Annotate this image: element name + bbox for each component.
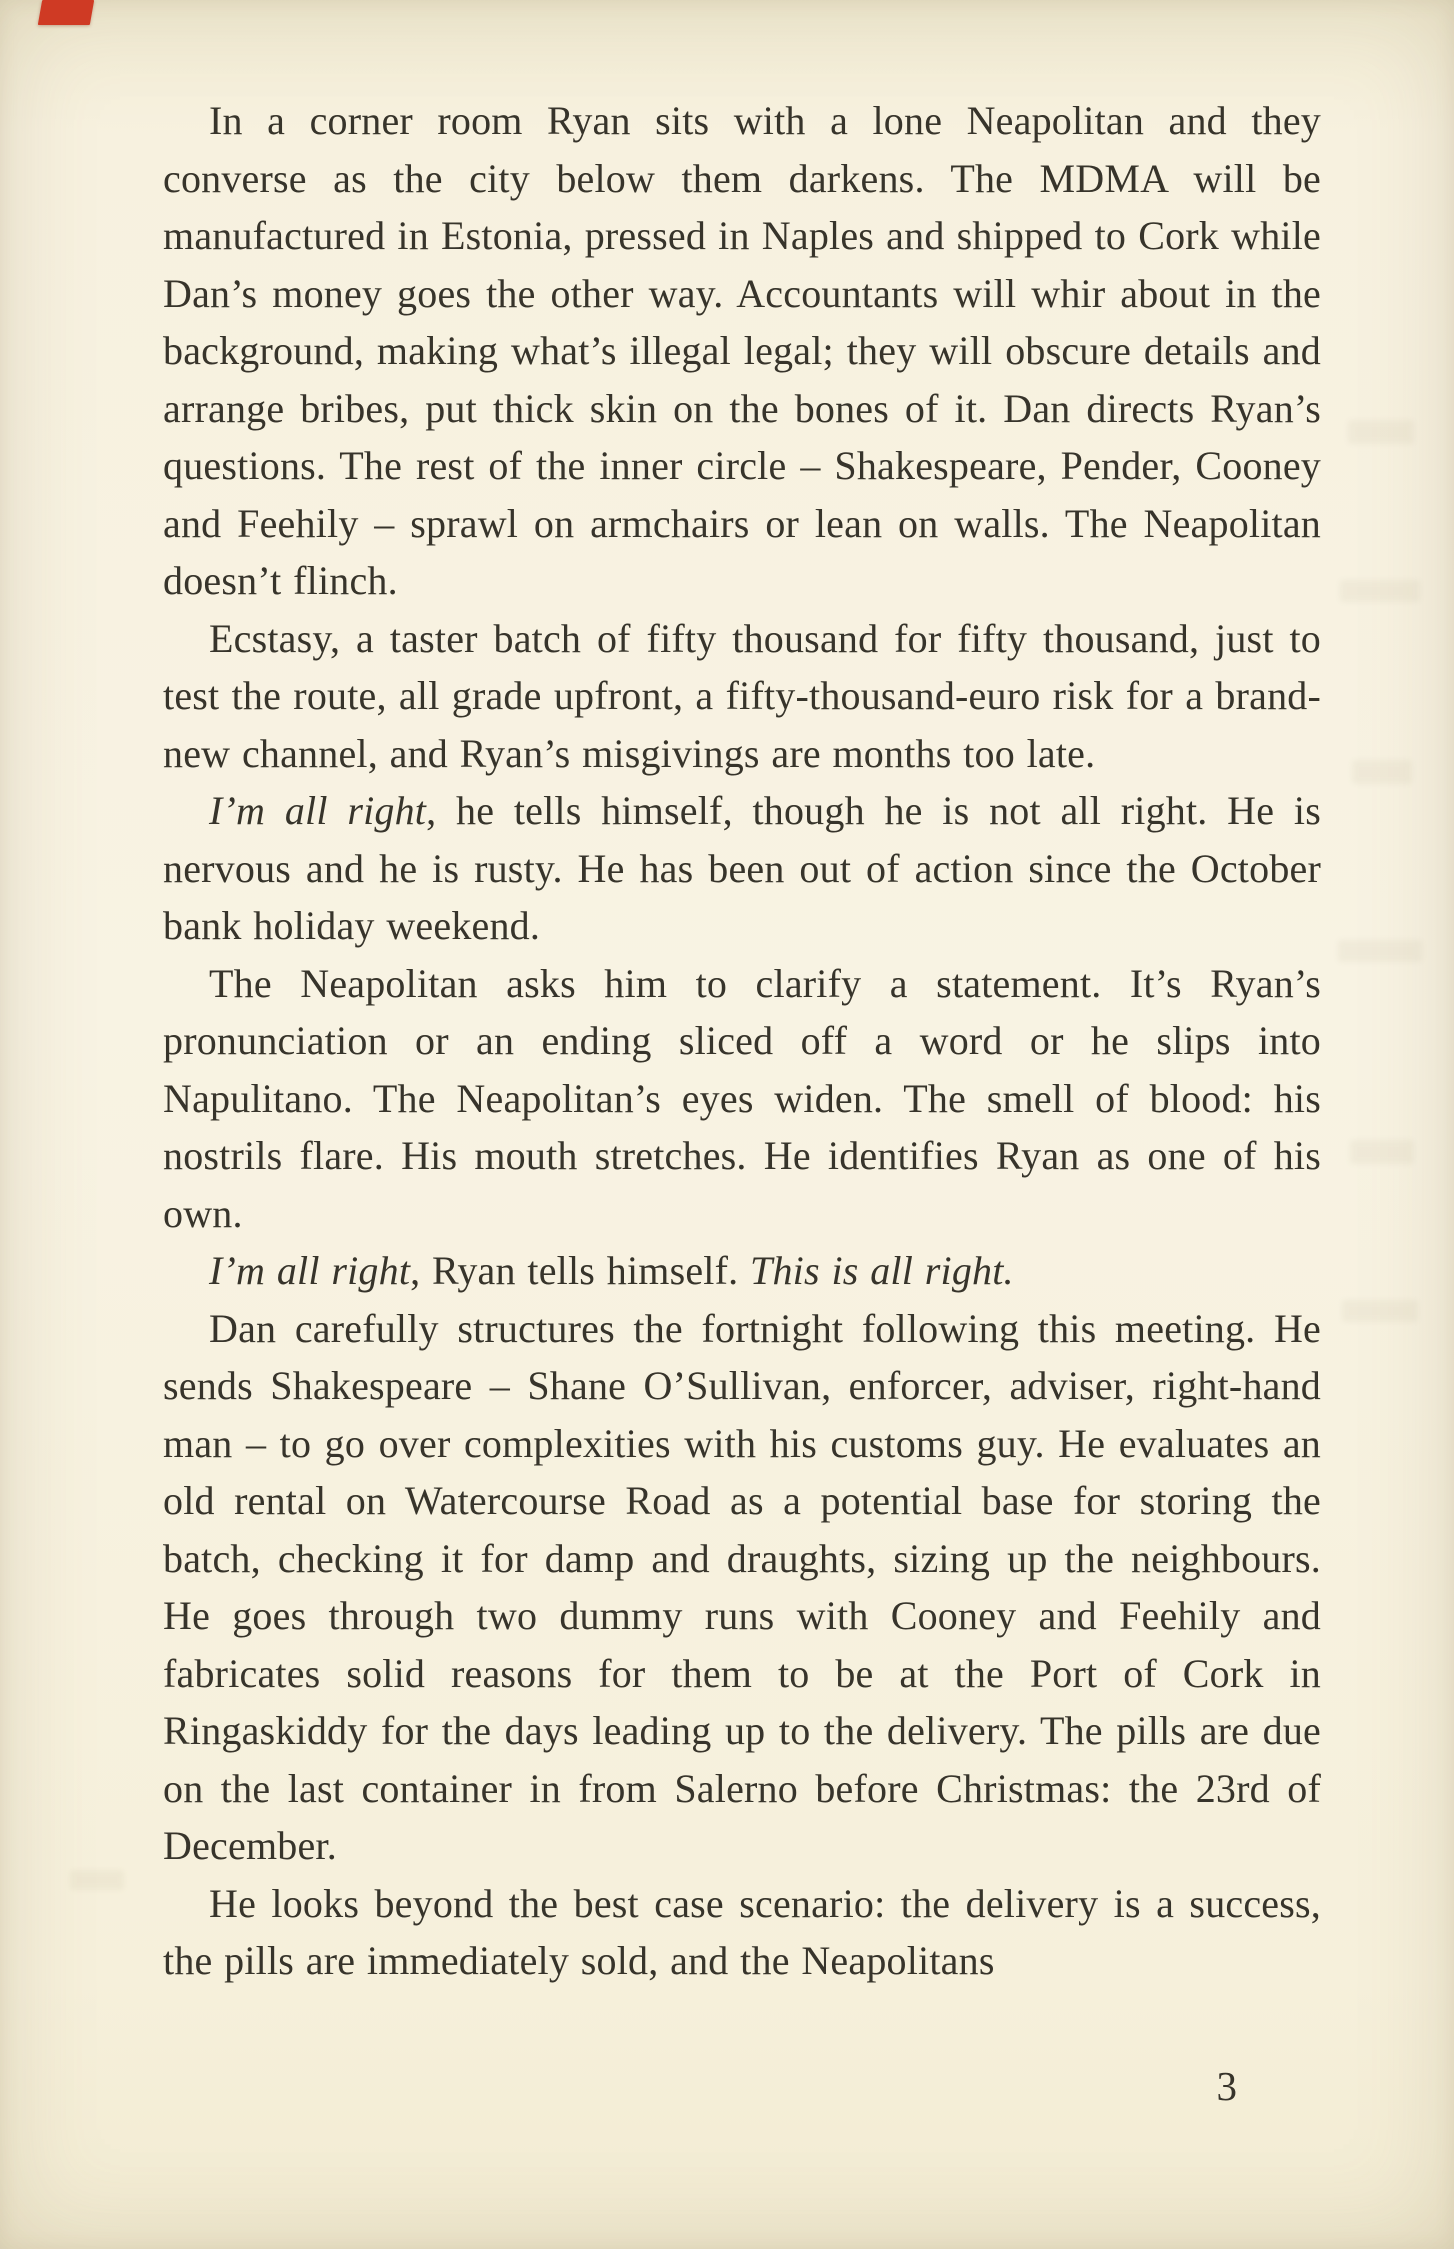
paragraph [163, 782, 1321, 955]
paragraph-text: The Neapolitan asks him to clarify a statement. It’s Ryan’s pronunciation or an ending sliced off a word or he slips into Napulitano. The Neapolitan’s eyes widen. The smell of blood: his nostrils flare. His mouth stretches. He identifies Ryan as one of his own. [163, 960, 1321, 1236]
bleedthrough-mark [1342, 1300, 1418, 1322]
paragraph-text: Ecstasy, a taster batch of fifty thousand for fifty thousand, just to test the route, all grade upfront, a fifty-thousand-euro risk for a brand-new channel, and Ryan’s misgivings are months too late. [163, 615, 1321, 776]
page-number: 3 [1216, 2063, 1237, 2109]
paragraph [163, 1875, 1321, 1990]
paragraph [163, 1242, 1321, 1300]
bleedthrough-mark [1348, 420, 1414, 444]
bleedthrough-mark [1352, 760, 1412, 784]
bleedthrough-mark [1340, 580, 1420, 602]
bleedthrough-mark [1350, 1140, 1414, 1164]
text-block [163, 92, 1321, 1990]
paragraph [163, 955, 1321, 1243]
bleedthrough-mark [70, 1870, 124, 1890]
paragraph-text: Dan carefully structures the fortnight following this meeting. He sends Shakespeare – Shane O’Sullivan, enforcer, adviser, right-hand man – to go over complexities with his customs guy. He evaluates an old rental on Watercourse Road as a potential base for storing the batch, checking it for damp and draughts, sizing up the neighbours. He goes through two dummy runs with Cooney and Feehily and fabricates solid reasons for them to be at the Port of Cork in Ringaskiddy for the days leading up to the delivery. The pills are due on the last container in from Salerno before Christmas: the 23rd of December. [163, 1305, 1321, 1868]
paragraph-text-italic: I’m all right [209, 1248, 411, 1293]
paragraph-text: , he tells himself, though he is not all right. He is nervous and he is rusty. He has been out of action since the October bank holiday weekend. [163, 788, 1321, 948]
paragraph [163, 92, 1321, 610]
bleedthrough-mark [1338, 940, 1422, 962]
paragraph-text: He looks beyond the best case scenario: the delivery is a success, the pills are immediately sold, and the Neapolitans [163, 1880, 1321, 1983]
red-edge-mark [38, 0, 94, 25]
paragraph-text-italic: I’m all right [209, 788, 427, 833]
paragraph-text: , Ryan tells himself. [410, 1248, 751, 1293]
paragraph [163, 610, 1321, 783]
paragraph-text: In a corner room Ryan sits with a lone Neapolitan and they converse as the city below them darkens. The MDMA will be manufactured in Estonia, pressed in Naples and shipped to Cork while Dan’s money goes the other way. Accountants will whir about in the background, making what’s illegal legal; they will obscure details and arrange bribes, put thick skin on the bones of it. Dan directs Ryan’s questions. The rest of the inner circle – Shakespeare, Pender, Cooney and Feehily – sprawl on armchairs or lean on walls. The Neapolitan doesn’t flinch. [163, 98, 1321, 603]
paragraph [163, 1300, 1321, 1875]
paragraph-text-italic: This is all right. [750, 1248, 1014, 1293]
